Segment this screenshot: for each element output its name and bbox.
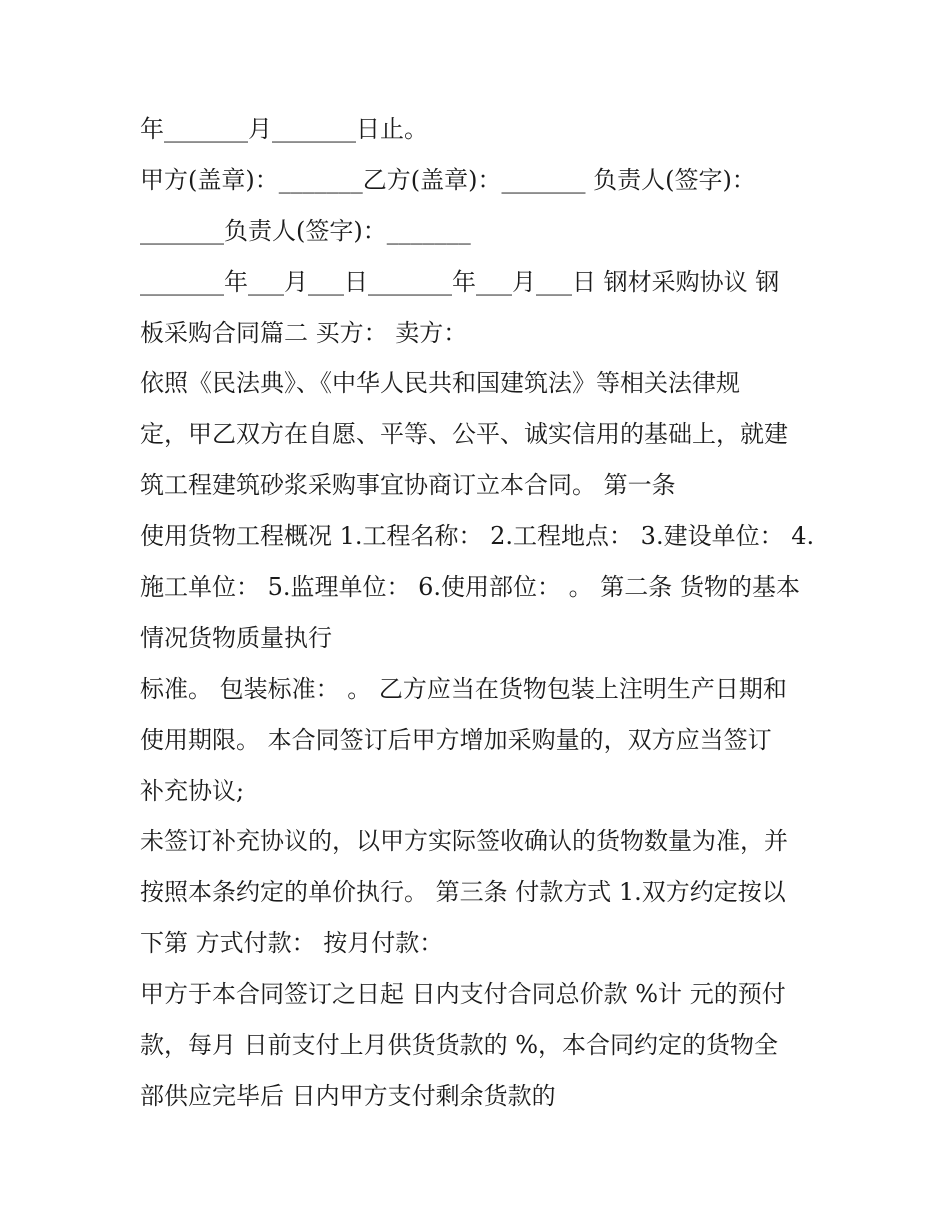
text-line: 使用期限。 本合同签订后甲方增加采购量的，双方应当签订	[140, 725, 772, 754]
text-line: 年_______月_______日止。	[140, 115, 428, 143]
text-line: 补充协议;	[140, 776, 245, 805]
text-line: 依照《民法典》、《中华人民共和国建筑法》等相关法律规	[140, 369, 740, 398]
text-line: 部供应完毕后 日内甲方支付剩余货款的	[140, 1081, 556, 1110]
document-body	[140, 108, 830, 1126]
text-line: 下第 方式付款： 按月付款：	[140, 929, 444, 958]
text-line: 施工单位： 5.监理单位： 6.使用部位： 。 第二条 货物的基本	[140, 573, 800, 602]
text-line: _______负责人(签字)：_______	[140, 216, 471, 245]
text-line: 甲方于本合同签订之日起 日内支付合同总价款 %计 元的预付	[140, 980, 786, 1009]
text-line: 款，每月 日前支付上月供货货款的 %，本合同约定的货物全	[140, 1031, 779, 1060]
text-line: 使用货物工程概况 1.工程名称： 2.工程地点： 3.建设单位： 4.	[140, 522, 815, 551]
text-line: 板采购合同篇二 买方： 卖方：	[140, 318, 468, 347]
text-line: 甲方(盖章)：_______乙方(盖章)：_______ 负责人(签字)：	[140, 165, 756, 194]
text-line: 未签订补充协议的，以甲方实际签收确认的货物数量为准，并	[140, 827, 788, 856]
text-line: 筑工程建筑砂浆采购事宜协商订立本合同。 第一条	[140, 471, 676, 500]
text-line: _______年___月___日_______年___月___日 钢材采购协议 钢	[140, 267, 780, 296]
text-line: 情况货物质量执行	[140, 623, 332, 652]
text-line: 定，甲乙双方在自愿、平等、公平、诚实信用的基础上，就建	[140, 420, 788, 449]
text-line: 按照本条约定的单价执行。 第三条 付款方式 1.双方约定按以	[140, 878, 786, 907]
text-line: 标准。 包装标准： 。 乙方应当在货物包装上注明生产日期和	[140, 674, 787, 703]
